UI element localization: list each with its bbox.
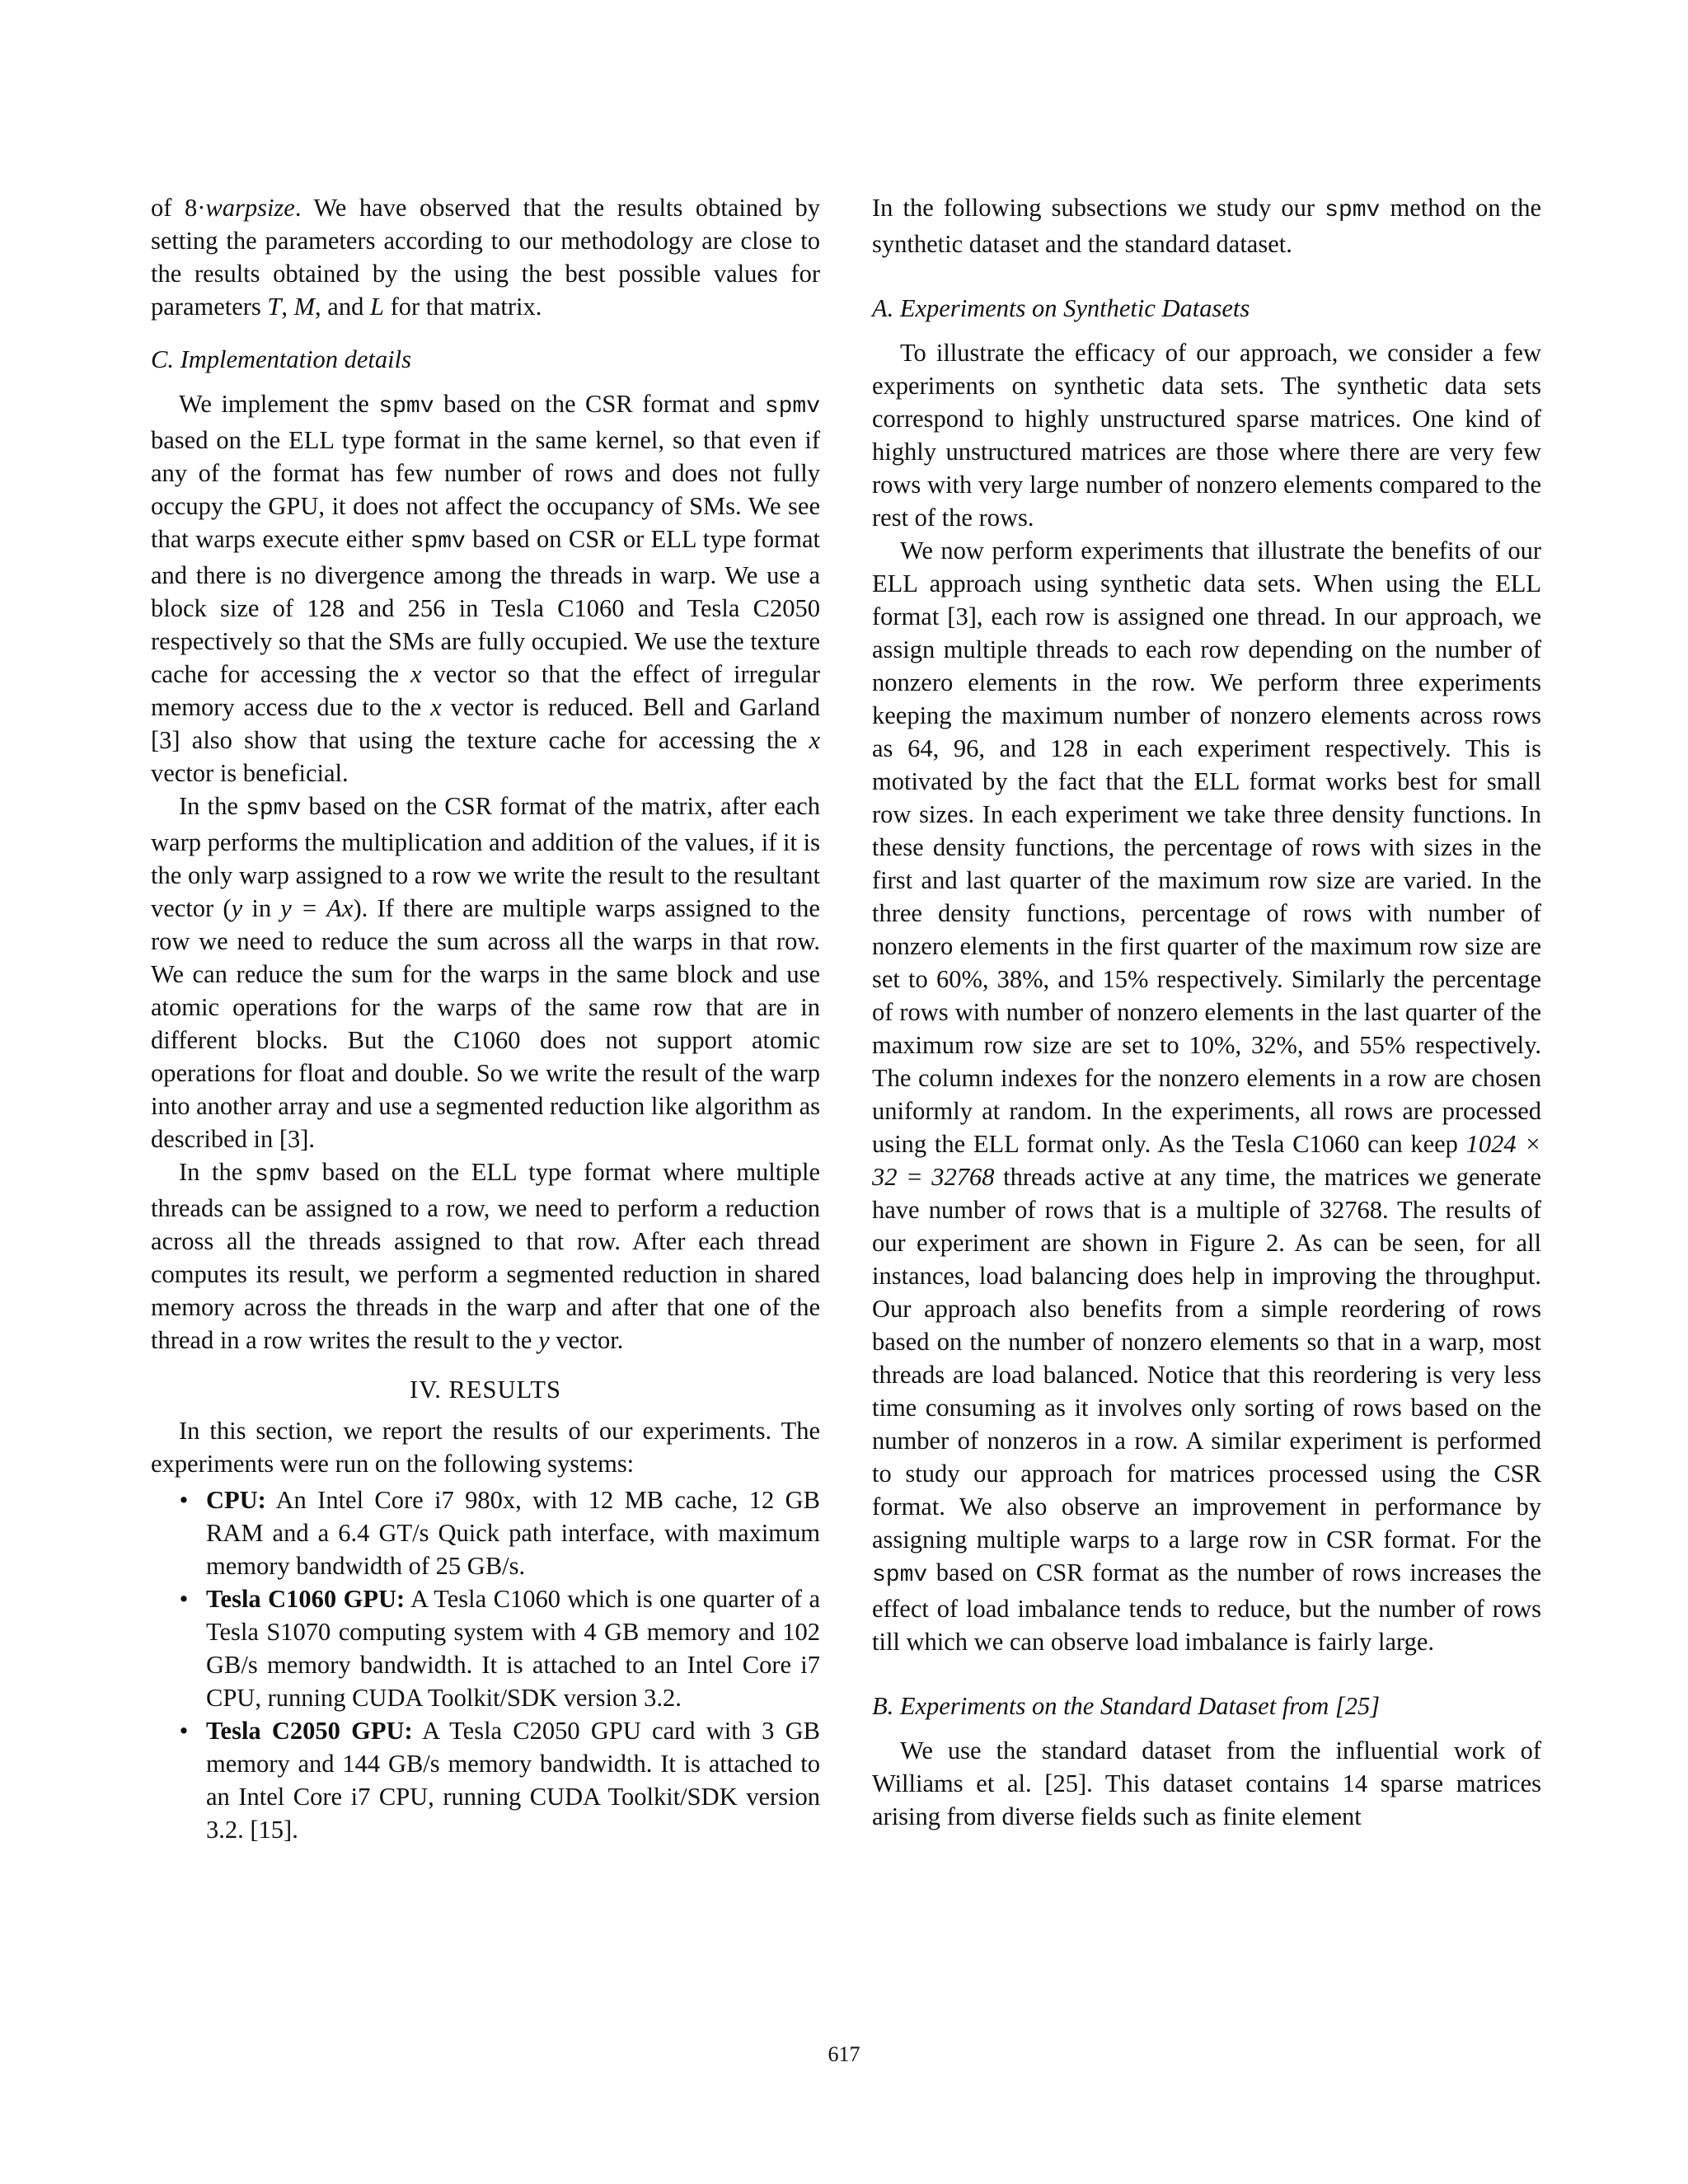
paragraph-results-intro: In this section, we report the results of our experiments. The experiments were run on the following systems: (151, 1417, 820, 1478)
bullet-icon: • (179, 1585, 189, 1613)
list-item: • CPU: An Intel Core i7 980x, with 12 MB cache, 12 GB RAM and a 6.4 GT/s Quick path interface, with maximum memory bandwidth of 25 GB/s. (151, 1483, 820, 1582)
paragraph-implementation: We implement the spmv based on the CSR format and spmv based on the ELL type format in the same kernel, so that even if any of the format has few number of rows and does not fully occupy the GPU, it does not affect the occupancy of SMs. We see that warps execute either spmv based on CSR or ELL type format and there is no divergence among the threads in warp. We use a block size of 128 and 256 in Tesla C1060 and Tesla C2050 respectively so that the SMs are fully occupied. We use the texture cache for accessing the x vector so that the effect of irregular memory access due to the x vector is reduced. Bell and Garland [3] also show that using the texture cache for accessing the x vector is beneficial. (151, 390, 820, 787)
page-number: 617 (828, 2042, 860, 2066)
bullet-icon: • (179, 1717, 189, 1745)
bullet-icon: • (179, 1486, 189, 1514)
systems-list (151, 1483, 820, 1846)
list-item: • Tesla C1060 GPU: A Tesla C1060 which is one quarter of a Tesla S1070 computing system with 4 GB memory and 102 GB/s memory bandwidth. It is attached to an Intel Core i7 CPU, running CUDA Toolkit/SDK version 3.2. (151, 1582, 820, 1714)
paragraph-ell-reduction: In the spmv based on the ELL type format where multiple threads can be assigned to a row, we need to perform a reduction across all the threads assigned to that row. After each thread computes its result, we perform a segmented reduction in shared memory across the threads in the warp and after that one of the thread in a row writes the result to the y vector. (151, 1158, 820, 1354)
list-item: • Tesla C2050 GPU: A Tesla C2050 GPU card with 3 GB memory and 144 GB/s memory bandwidth. It is attached to an Intel Core i7 CPU, running CUDA Toolkit/SDK version 3.2. [15]. (151, 1714, 820, 1846)
paragraph-csr-reduction: In the spmv based on the CSR format of the matrix, after each warp performs the multiplication and addition of the values, if it is the only warp assigned to a row we write the result to the resultant vector (y in y = Ax). If there are multiple warps assigned to the row we need to reduce the sum across all the warps in that row. We can reduce the sum for the warps in the same block and use atomic operations for the warps of the same row that are in different blocks. But the C1060 does not support atomic operations for float and double. So we write the result of the warp into another array and use a segmented reduction like algorithm as described in [3]. (151, 792, 820, 1153)
paragraph-standard-dataset: We use the standard dataset from the influential work of Williams et al. [25]. This dataset contains 14 sparse matrices arising from diverse fields such as finite element (872, 1736, 1541, 1830)
section-heading-results: IV. RESULTS (410, 1376, 561, 1404)
subsection-heading-synthetic: A. Experiments on Synthetic Datasets (872, 294, 1250, 322)
subsection-heading-standard: B. Experiments on the Standard Dataset from [25] (872, 1692, 1381, 1720)
right-column (872, 191, 1541, 1833)
paragraph-synthetic-experiments: We now perform experiments that illustrate the benefits of our ELL approach using synthetic data sets. When using the ELL format [3], each row is assigned one thread. In our approach, we assign multiple threads to each row depending on the number of nonzero elements in the row. We perform three experiments keeping the maximum number of nonzero elements across rows as 64, 96, and 128 in each experiment respectively. This is motivated by the fact that the ELL format works best for small row sizes. In each experiment we take three density functions. In these density functions, the percentage of rows with sizes in the first and last quarter of the maximum row size are varied. In the three density functions, percentage of rows with number of nonzero elements in the first quarter of the maximum row size are set to 60%, 38%, and 15% respectively. Similarly the percentage of rows with number of nonzero elements in the last quarter of the maximum row size are set to 10%, 32%, and 55% respectively. The column indexes for the nonzero elements in a row are chosen uniformly at random. In the experiments, all rows are processed using the ELL format only. As the Tesla C1060 can keep 1024 × 32 = 32768 threads active at any time, the matrices we generate have number of rows that is a multiple of 32768. The results of our experiment are shown in Figure 2. As can be seen, for all instances, load balancing does help in improving the throughput. Our approach also benefits from a simple reordering of rows based on the number of nonzero elements so that in a warp, most threads are load balanced. Notice that this reordering is very less time consuming as it involves only sorting of rows based on the number of nonzeros in a row. A similar experiment is performed to study our approach for matrices processed using the CSR format. We also observe an improvement in performance by assigning multiple warps to a large row in CSR format. For the spmv based on CSR format as the number of rows increases the effect of load imbalance tends to reduce, but the number of rows till which we can observe load imbalance is fairly large. (872, 537, 1541, 1656)
left-column (151, 191, 820, 1846)
subsection-heading-implementation: C. Implementation details (151, 345, 411, 373)
paragraph-synthetic-intro: To illustrate the efficacy of our approach, we consider a few experiments on synthetic data sets. The synthetic data sets correspond to highly unstructured sparse matrices. One kind of highly unstructured matrices are those where there are very few rows with very large number of nonzero elements compared to the rest of the rows. (872, 339, 1541, 532)
paragraph-parameters-conclusion: of 8·warpsize. We have observed that the results obtained by setting the parameters according to our methodology are close to the results obtained by the using the best possible values for parameters T, M, and L for that matrix. (151, 194, 820, 321)
paragraph-subsections-intro: In the following subsections we study our spmv method on the synthetic dataset and the standard dataset. (872, 194, 1541, 258)
